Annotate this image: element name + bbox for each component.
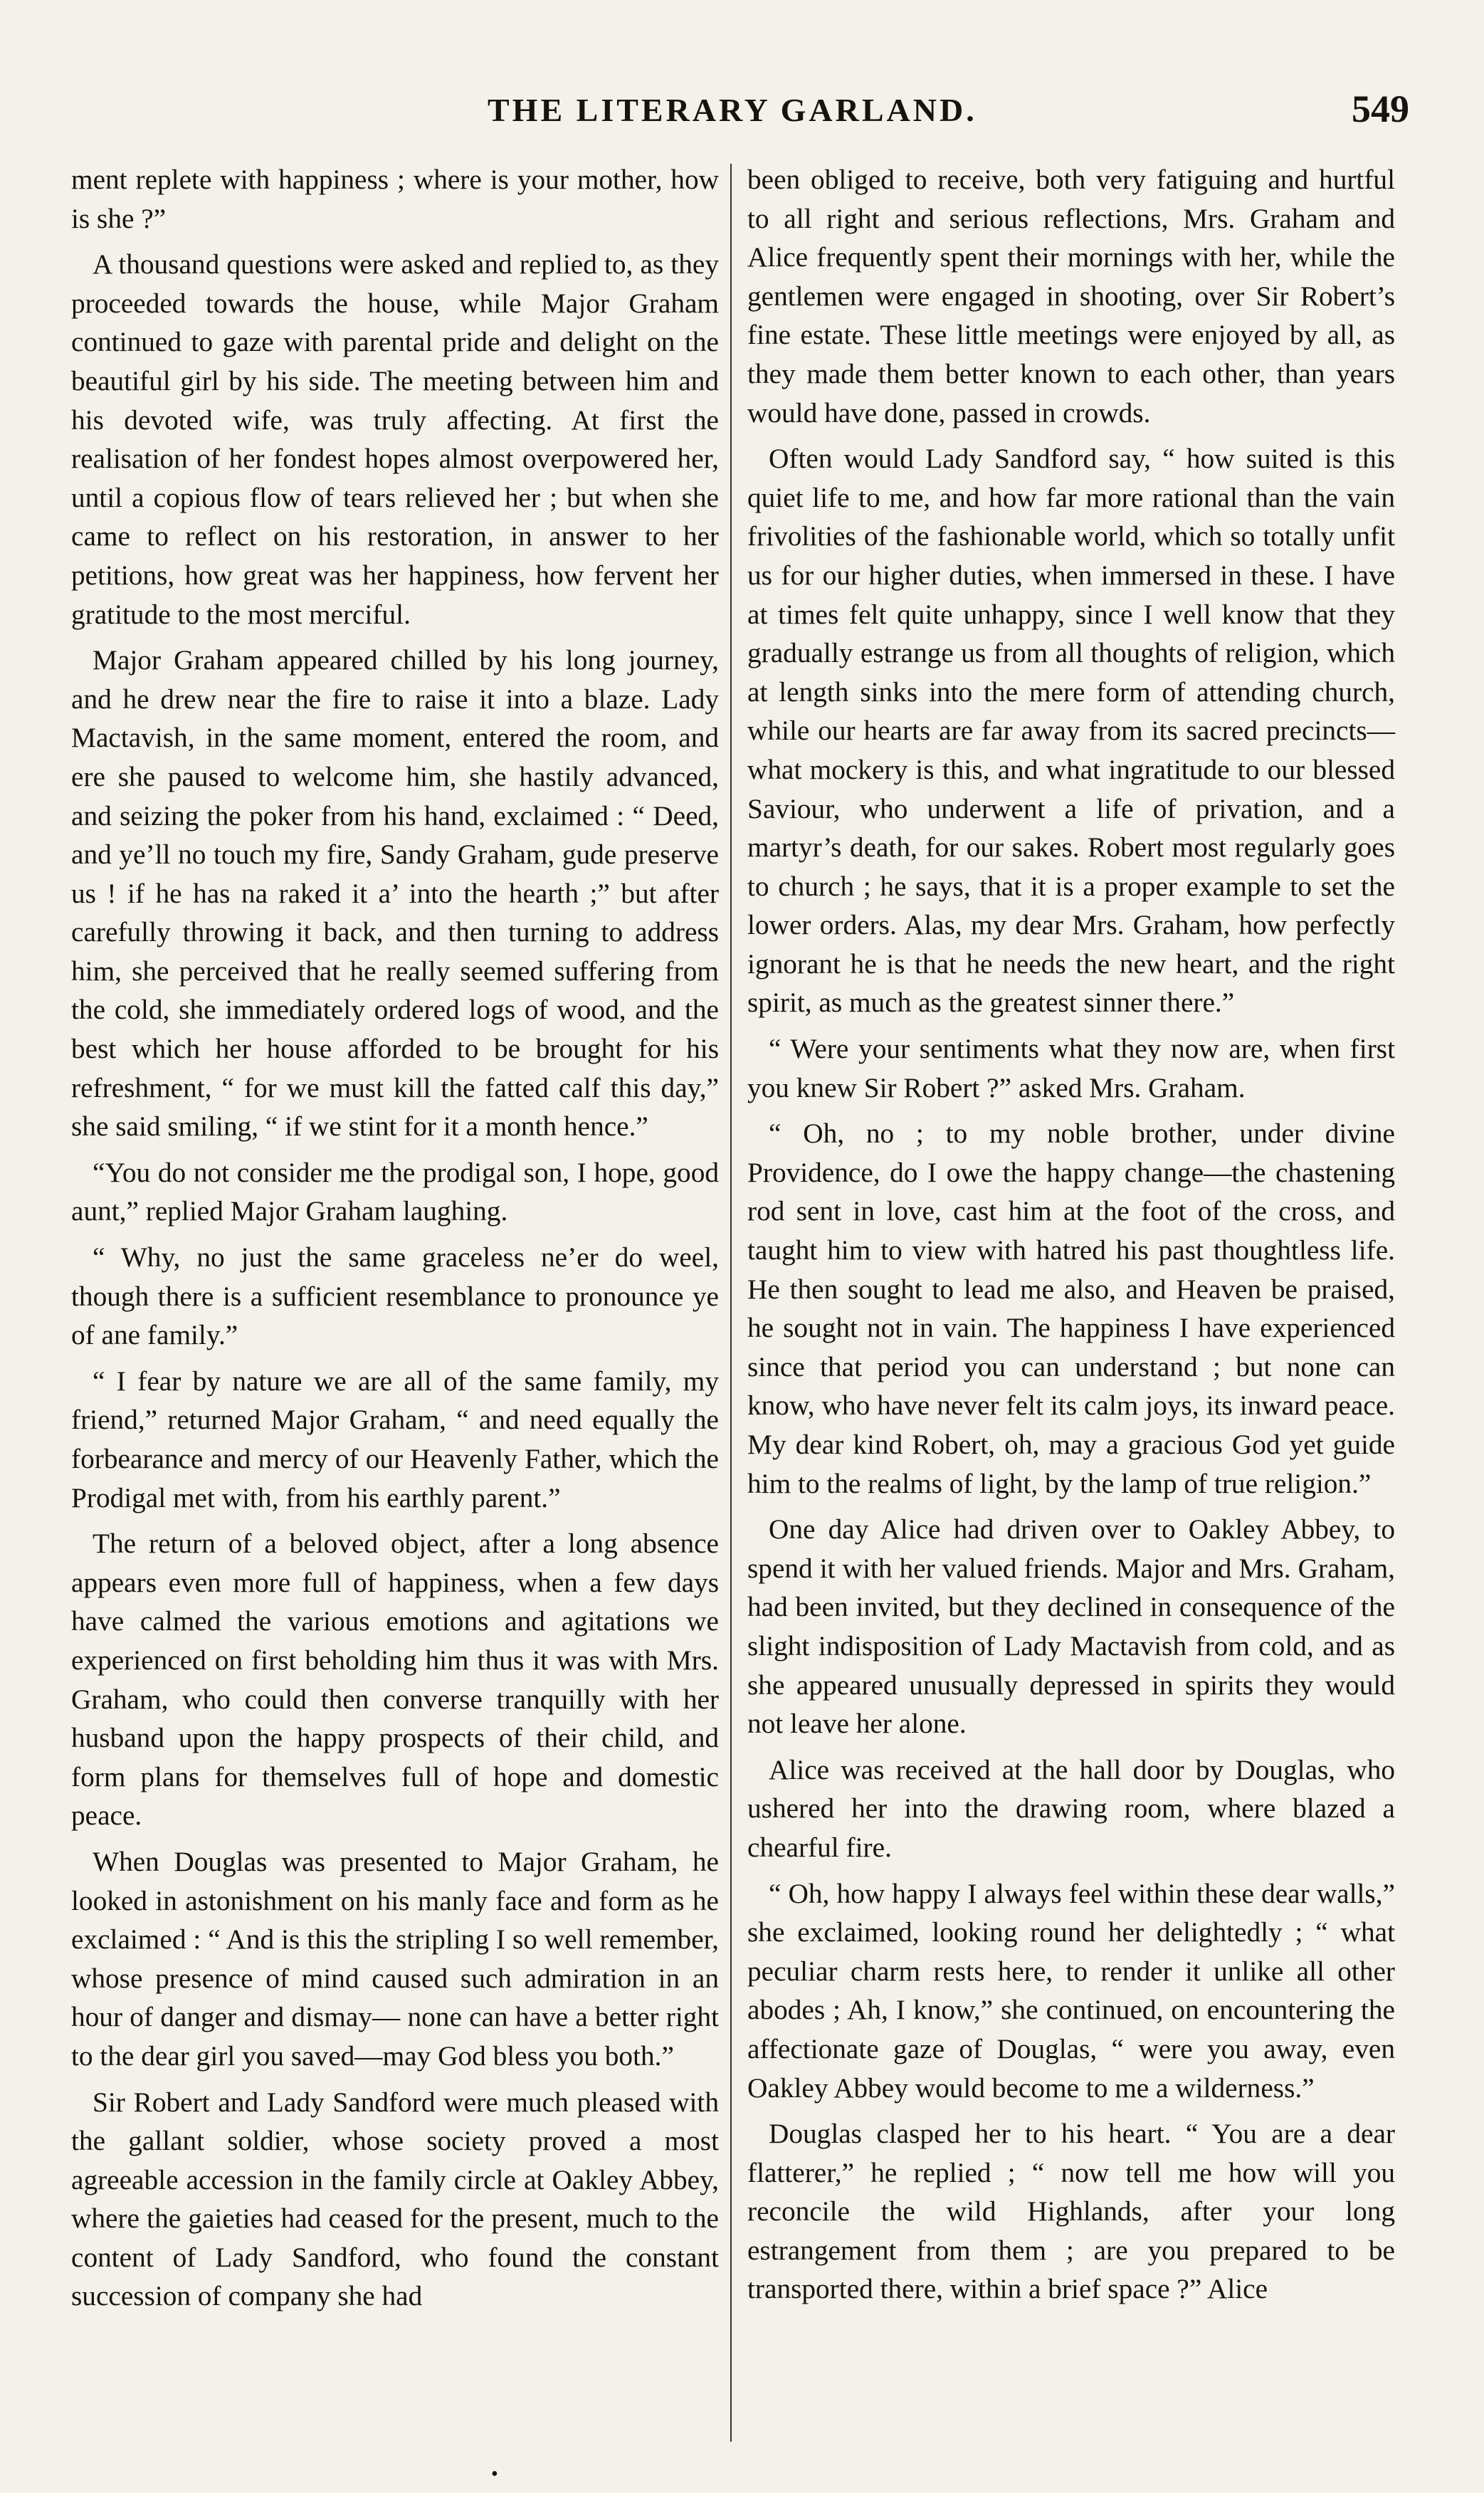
left-column bbox=[71, 160, 719, 2323]
paragraph: The return of a beloved object, after a long absence appears even more full of happiness, when a few days have calmed the various emotions and agitations we experienced on first beholding him thus it was with Mrs. Graham, who could then converse tranquilly with her husband upon the happy prospects of their child, and form plans for themselves full of hope and domestic peace. bbox=[71, 1528, 719, 1832]
paragraph: Major Graham appeared chilled by his long journey, and he drew near the fire to raise it into a blaze. Lady Mactavish, in the same moment, entered the room, and ere she paused to welcome him, she hastily advanced, and seizing the poker from his hand, exclaimed : “ Deed, and ye’ll no touch my fire, Sandy Graham, gude preserve us ! if he has na raked it a’ into the hearth ;” but after carefully throwing it back, and then turning to address him, she perceived that he really seemed suffering from the cold, she immediately ordered logs of wood, and the best which her house afforded to be brought for his refreshment, “ for we must kill the fatted calf this day,” she said smiling, “ if we stint for it a month hence.” bbox=[71, 644, 719, 1143]
column-divider bbox=[730, 164, 732, 2442]
paragraph: Often would Lady Sandford say, “ how suited is this quiet life to me, and how far more rational than the vain frivolities of the fashionable world, which so totally unfit us for our higher duties, when immersed in these. I have at times felt quite unhappy, since I well know that they gradually estrange us from all thoughts of religion, which at length sinks into the mere form of attending church, while our hearts are far away from its sacred precincts—what mockery is this, and what ingratitude to our blessed Saviour, who underwent a life of privation, and a martyr’s death, for our sakes. Robert most regularly goes to church ; he says, that it is a proper example to set the lower orders. Alas, my dear Mrs. Graham, how perfectly ignorant he is that he needs the new heart, and the right spirit, as much as the greatest sinner there.” bbox=[747, 443, 1395, 1019]
paragraph: “ Oh, how happy I always feel within these dear walls,” she exclaimed, looking round her delightedly ; “ what peculiar charm rests here, to render it unlike all other abodes ; Ah, I know,” she continued, on encountering the affectionate gaze of Douglas, “ were you away, even Oakley Abbey would become to me a wilderness.” bbox=[747, 1877, 1395, 2104]
paragraph: “ Why, no just the same graceless ne’er do weel, though there is a sufficient resemblance to pronounce ye of ane family.” bbox=[71, 1242, 719, 1351]
paragraph: One day Alice had driven over to Oakley Abbey, to spend it with her valued friends. Major and Mrs. Graham, had been invited, but they declined in consequence of the slight indisposition of Lady Mactavish from cold, and as she appeared unusually depressed in spirits they would not leave her alone. bbox=[747, 1513, 1395, 1740]
running-title: THE LITERARY GARLAND. bbox=[488, 92, 977, 128]
paragraph: “ I fear by nature we are all of the same family, my friend,” returned Major Graham, “ and need equally the forbearance and mercy of our Heavenly Father, which the Prodigal met with, from his earthly parent.” bbox=[71, 1365, 719, 1513]
paragraph: ment replete with happiness ; where is your mother, how is she ?” bbox=[71, 164, 719, 234]
paragraph: Alice was received at the hall door by Douglas, who ushered her into the drawing room, where blazed a chearful fire. bbox=[747, 1753, 1395, 1863]
right-column bbox=[747, 160, 1395, 2316]
page-number: 549 bbox=[1352, 88, 1409, 130]
paragraph: “You do not consider me the prodigal son, I hope, good aunt,” replied Major Graham laughing. bbox=[71, 1156, 719, 1227]
paragraph: A thousand questions were asked and replied to, as they proceeded towards the house, while Major Graham continued to gaze with parental pride and delight on the beautiful girl by his side. The meeting between him and his devoted wife, was truly affecting. At first the realisation of her fondest hopes almost overpowered her, until a copious flow of tears relieved her ; but when she came to reflect on his restoration, in answer to her petitions, how great was her happiness, how fervent her gratitude to the most merciful. bbox=[71, 248, 719, 630]
paragraph: When Douglas was presented to Major Graham, he looked in astonishment on his manly face and form as he exclaimed : “ And is this the stripling I so well remember, whose presence of mind caused such admiration in an hour of danger and dismay— none can have a better right to the dear girl you saved—may God bless you both.” bbox=[71, 1845, 719, 2072]
page-header bbox=[71, 85, 1409, 149]
paragraph: Douglas clasped her to his heart. “ You are a dear flatterer,” he replied ; “ now tell me how will you reconcile the wild Highlands, after your long estrangement from them ; are you prepared to be transported there, within a brief space ?” Alice bbox=[747, 2118, 1395, 2305]
paragraph: “ Were your sentiments what they now are, when first you knew Sir Robert ?” asked Mrs. Graham. bbox=[747, 1033, 1395, 1103]
paragraph: Sir Robert and Lady Sandford were much pleased with the gallant soldier, whose society proved a most agreeable accession in the family circle at Oakley Abbey, where the gaieties had ceased for the present, much to the content of Lady Sandford, who found the constant succession of company she had bbox=[71, 2086, 719, 2312]
footer-mark: • bbox=[491, 2463, 498, 2485]
paragraph: been obliged to receive, both very fatiguing and hurtful to all right and serious reflections, Mrs. Graham and Alice frequently spent their mornings with her, while the gentlemen were engaged in shooting, over Sir Robert’s fine estate. These little meetings were enjoyed by all, as they made them better known to each other, than years would have done, passed in crowds. bbox=[747, 164, 1395, 429]
paragraph: “ Oh, no ; to my noble brother, under divine Providence, do I owe the happy change—the chastening rod sent in love, cast him at the foot of the cross, and taught him to view with hatred his past thoughtless life. He then sought to lead me also, and Heaven be praised, he sought not in vain. The happiness I have experienced since that period you can understand ; but none can know, who have never felt its calm joys, its inward peace. My dear kind Robert, oh, may a gracious God yet guide him to the realms of light, by the lamp of true religion.” bbox=[747, 1118, 1395, 1499]
